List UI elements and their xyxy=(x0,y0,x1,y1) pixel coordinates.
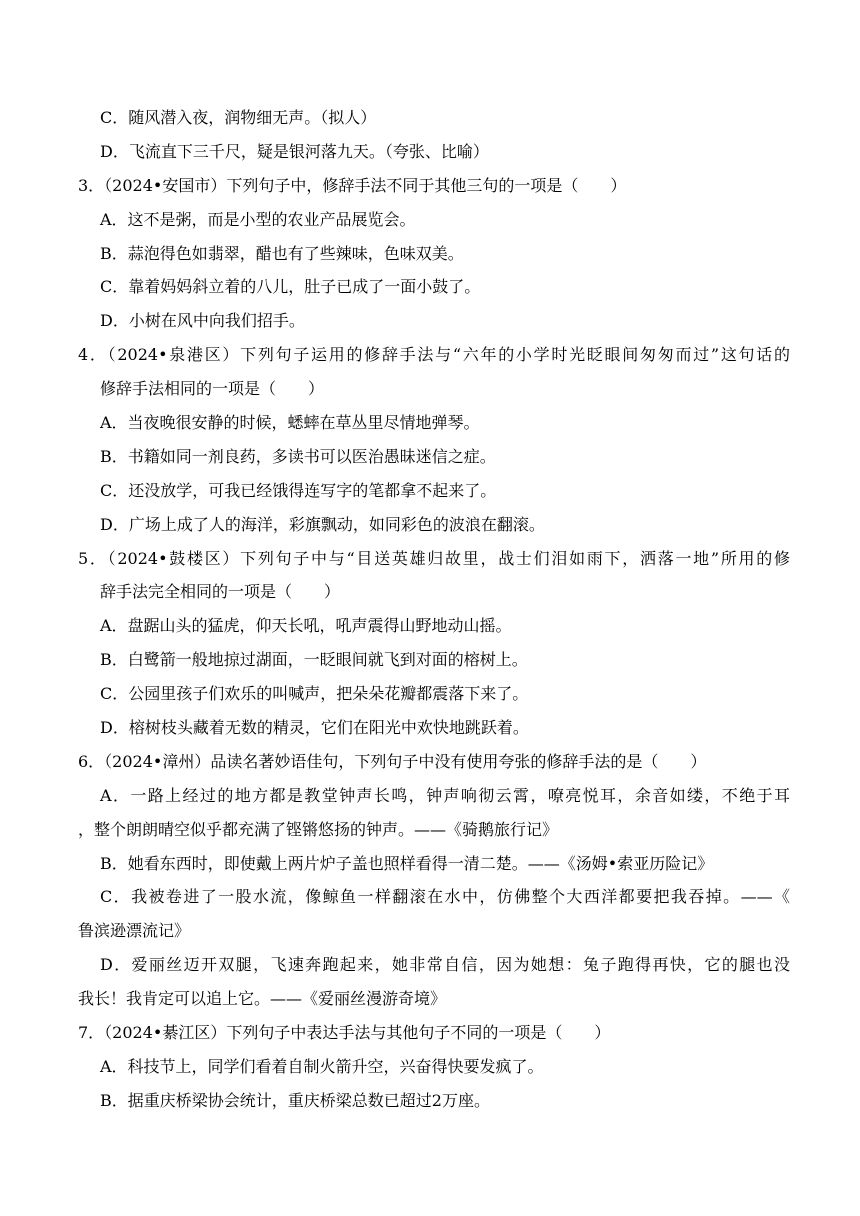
answer-option: D．飞流直下三千尺，疑是银河落九天。（夸张、比喻） xyxy=(100,141,489,161)
question-stem: 6．（2024•漳州）品读名著妙语佳句，下列句子中没有使用夸张的修辞手法的是（ ） xyxy=(78,751,707,771)
answer-option: A．一路上经过的地方都是教堂钟声长鸣，钟声响彻云霄，嘹亮悦耳，余音如缕，不绝于耳 xyxy=(100,785,790,805)
question-list xyxy=(78,101,790,1118)
answer-option: D．小树在风中向我们招手。 xyxy=(100,311,305,331)
answer-option-continued: ，整个朗朗晴空似乎都充满了铿锵悠扬的钟声。——《骑鹅旅行记》 xyxy=(78,819,559,839)
answer-option: C．公园里孩子们欢乐的叫喊声，把朵朵花瓣都震落下来了。 xyxy=(100,684,529,704)
answer-option: D．广场上成了人的海洋，彩旗飘动，如同彩色的波浪在翻滚。 xyxy=(100,514,545,534)
answer-option: A．盘踞山头的猛虎，仰天长吼，吼声震得山野地动山摇。 xyxy=(100,616,512,636)
answer-option: B．她看东西时，即使戴上两片炉子盖也照样看得一清二楚。——《汤姆•索亚历险记》 xyxy=(100,853,714,873)
question-stem-continued: 辞手法完全相同的一项是（ ） xyxy=(100,582,341,602)
answer-option: B．蒜泡得色如翡翠，醋也有了些辣味，色味双美。 xyxy=(100,243,464,263)
question-stem: 5．（2024•鼓楼区）下列句子中与“目送英雄归故里，战士们泪如雨下，洒落一地”所用的修 xyxy=(78,548,790,568)
answer-option: C．还没放学，可我已经饿得连写字的笔都拿不起来了。 xyxy=(100,480,497,500)
answer-option: B．书籍如同一剂良药，多读书可以医治愚昧迷信之症。 xyxy=(100,446,496,466)
question-stem: 4．（2024•泉港区）下列句子运用的修辞手法与“六年的小学时光眨眼间匆匆而过”这句话的 xyxy=(78,345,790,365)
answer-option: A．这不是粥，而是小型的农业产品展览会。 xyxy=(100,209,416,229)
question-stem-continued: 修辞手法相同的一项是（ ） xyxy=(100,379,325,399)
answer-option: A．当夜晚很安静的时候，蟋蟀在草丛里尽情地弹琴。 xyxy=(100,413,480,433)
question-stem: 3．（2024•安国市）下列句子中，修辞手法不同于其他三句的一项是（ ） xyxy=(78,175,627,195)
answer-option-continued: 鲁滨逊漂流记》 xyxy=(78,921,191,941)
answer-option: C．随风潜入夜，润物细无声。（拟人） xyxy=(100,108,377,127)
answer-option: B．白鹭箭一般地掠过湖面，一眨眼间就飞到对面的榕树上。 xyxy=(100,650,528,670)
answer-option: A．科技节上，同学们看着自制火箭升空，兴奋得快要发疯了。 xyxy=(100,1056,544,1076)
answer-option: D．榕树枝头藏着无数的精灵，它们在阳光中欢快地跳跃着。 xyxy=(100,718,529,738)
answer-option: D．爱丽丝迈开双腿，飞速奔跑起来，她非常自信，因为她想：兔子跑得再快，它的腿也没 xyxy=(100,955,790,975)
answer-option: C．我被卷进了一股水流，像鲸鱼一样翻滚在水中，仿佛整个大西洋都要把我吞掉。——《 xyxy=(100,887,790,907)
answer-option: B．据重庆桥梁协会统计，重庆桥梁总数已超过2万座。 xyxy=(100,1090,490,1110)
answer-option: C．靠着妈妈斜立着的八儿，肚子已成了一面小鼓了。 xyxy=(100,277,481,297)
answer-option-continued: 我长！我肯定可以追上它。——《爱丽丝漫游奇境》 xyxy=(78,989,447,1009)
question-stem: 7．（2024•綦江区）下列句子中表达手法与其他句子不同的一项是（ ） xyxy=(78,1023,611,1043)
